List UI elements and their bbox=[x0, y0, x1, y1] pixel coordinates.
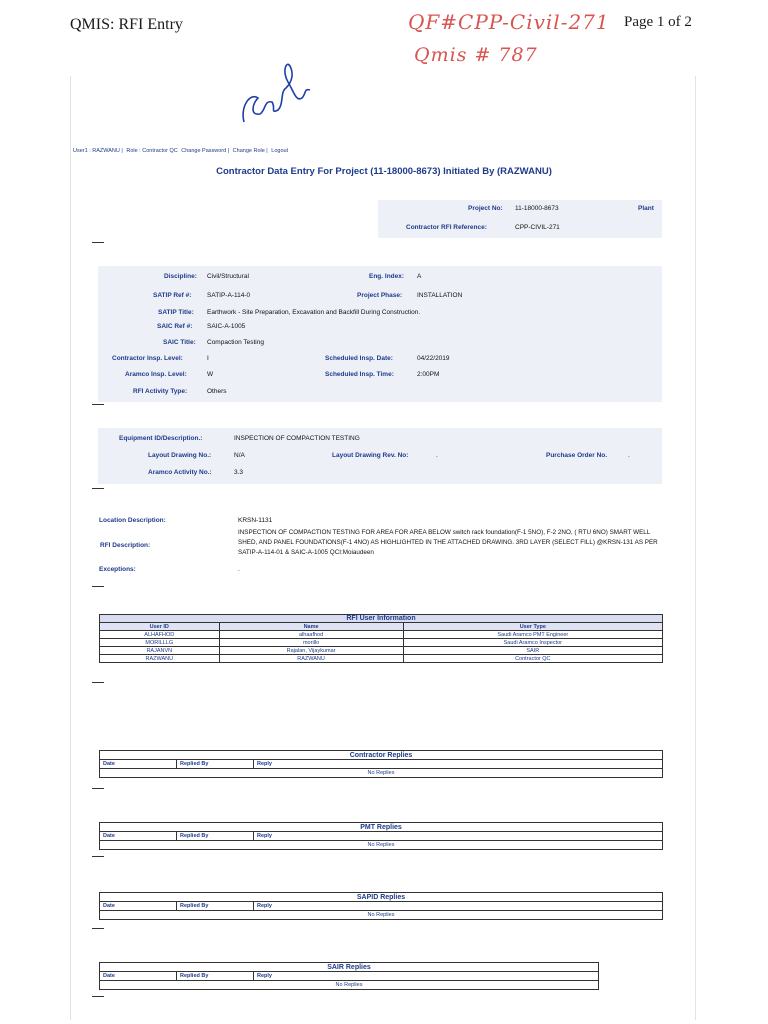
page-number: Page 1 of 2 bbox=[624, 14, 692, 30]
table-row bbox=[100, 655, 663, 663]
sched-date-value: 04/22/2019 bbox=[417, 355, 450, 362]
document-title: QMIS: RFI Entry bbox=[70, 16, 183, 33]
location-value: KRSN-1131 bbox=[238, 517, 273, 524]
aramco-level-value: W bbox=[207, 371, 214, 378]
eng-index-label: Eng. Index: bbox=[369, 273, 405, 280]
discipline-value: Civil/Structural bbox=[207, 273, 249, 280]
rfi-description-value: INSPECTION OF COMPACTION TESTING FOR AREA FOR AREA BELOW switch rack foundation(F-1 5NO), F-2 2NO, ( RTU 6NO) SMART WELL SHED, AND PANEL FOUNDATIONS(F-1 4NO) AS HIGHLIGHTED IN THE ATTACHED DRAWING. 3RD LAYER (SELECT FILL) @KRSN-131 AS PER SATIP-A-114-01 & SAIC-A-1005 QCI:Moiaudeen bbox=[238, 529, 658, 556]
aramco-level-label: Aramco Insp. Level: bbox=[125, 371, 187, 378]
col-replied-by: Replied By bbox=[177, 760, 254, 769]
col-replied-by: Replied By bbox=[177, 972, 254, 981]
col-date: Date bbox=[100, 902, 177, 911]
user-id-cell: ALHAFHOD bbox=[100, 631, 220, 639]
saic-ref-value: SAIC-A-1005 bbox=[207, 323, 246, 330]
col-user-id: User ID bbox=[100, 623, 220, 631]
po-label: Purchase Order No. bbox=[546, 452, 608, 459]
project-phase-value: INSTALLATION bbox=[417, 292, 463, 299]
layout-rev-value: . bbox=[436, 452, 438, 459]
col-reply: Reply bbox=[254, 972, 599, 981]
col-name: Name bbox=[219, 623, 403, 631]
logout-link[interactable]: Logout bbox=[271, 148, 289, 154]
activity-no-value: 3.3 bbox=[234, 469, 244, 476]
change-role-link[interactable]: Change Role | bbox=[232, 148, 268, 154]
po-value: . bbox=[628, 452, 630, 459]
rfi-description-label: RFI Description: bbox=[100, 542, 151, 549]
sair-replies-table bbox=[99, 962, 599, 990]
corner-mark bbox=[92, 676, 104, 683]
project-no-value: 11-18000-8673 bbox=[515, 205, 559, 212]
contractor-level-value: I bbox=[207, 355, 209, 362]
equipment-value: INSPECTION OF COMPACTION TESTING bbox=[234, 435, 360, 442]
table-row bbox=[100, 631, 663, 639]
col-replied-by: Replied By bbox=[177, 832, 254, 841]
user-id-cell: MORILLLG bbox=[100, 639, 220, 647]
discipline-label: Discipline: bbox=[164, 273, 197, 280]
role-label: Role : Contractor QC bbox=[126, 148, 178, 154]
eng-index-value: A bbox=[417, 273, 422, 280]
project-phase-label: Project Phase: bbox=[357, 292, 403, 299]
user-type-cell: SAIR bbox=[403, 647, 662, 655]
sched-time-label: Scheduled Insp. Time: bbox=[325, 371, 394, 378]
corner-mark bbox=[92, 482, 104, 489]
activity-type-value: Others bbox=[207, 388, 227, 395]
saic-ref-label: SAIC Ref #: bbox=[157, 323, 193, 330]
change-password-link[interactable]: Change Password | bbox=[181, 148, 230, 154]
col-reply: Reply bbox=[254, 832, 663, 841]
name-cell: RAZWANU bbox=[219, 655, 403, 663]
contractor-level-label: Contractor Insp. Level: bbox=[112, 355, 183, 362]
col-replied-by: Replied By bbox=[177, 902, 254, 911]
rfi-ref-value: CPP-CIVIL-271 bbox=[515, 224, 560, 231]
project-no-label: Project No: bbox=[468, 205, 503, 212]
col-reply: Reply bbox=[254, 760, 663, 769]
col-date: Date bbox=[100, 760, 177, 769]
user-id-cell: RAZWANU bbox=[100, 655, 220, 663]
user-info-caption: RFI User Information bbox=[100, 615, 663, 623]
saic-title-label: SAIC Title: bbox=[163, 339, 196, 346]
satip-title-label: SATIP Title: bbox=[158, 309, 194, 316]
exceptions-value: . bbox=[238, 566, 240, 573]
col-date: Date bbox=[100, 972, 177, 981]
pmt-replies-table bbox=[99, 822, 663, 850]
contractor-replies-table bbox=[99, 750, 663, 778]
no-replies-text: No Replies bbox=[100, 981, 599, 990]
name-cell: morillo bbox=[219, 639, 403, 647]
activity-type-label: RFI Activity Type: bbox=[133, 388, 188, 395]
corner-mark bbox=[92, 236, 104, 243]
col-user-type: User Type bbox=[403, 623, 662, 631]
sapid-replies-caption: SAPID Replies bbox=[100, 893, 663, 902]
rfi-ref-label: Contractor RFI Reference: bbox=[406, 224, 487, 231]
user-info-table bbox=[99, 614, 663, 663]
corner-mark bbox=[92, 782, 104, 789]
sched-time-value: 2:00PM bbox=[417, 371, 440, 378]
satip-ref-value: SATIP-A-114-0 bbox=[207, 292, 251, 299]
sched-date-label: Scheduled Insp. Date: bbox=[325, 355, 393, 362]
plant-label: Plant bbox=[638, 205, 654, 212]
satip-title-value: Earthwork - Site Preparation, Excavation and Backfill During Construction. bbox=[207, 309, 421, 316]
user-id-cell: RAJANVN bbox=[100, 647, 220, 655]
table-row bbox=[100, 647, 663, 655]
satip-ref-label: SATIP Ref #: bbox=[153, 292, 192, 299]
name-cell: Rajalan, Vijaykumar bbox=[219, 647, 403, 655]
user-label: User1 : RAZWANU | bbox=[73, 148, 123, 154]
pmt-replies-caption: PMT Replies bbox=[100, 823, 663, 832]
sapid-replies-table bbox=[99, 892, 663, 920]
handwritten-reference: QF#CPP-Civil-271 bbox=[408, 10, 610, 34]
user-type-cell: Saudi Aramco Inspector bbox=[403, 639, 662, 647]
no-replies-text: No Replies bbox=[100, 911, 663, 920]
corner-mark bbox=[92, 990, 104, 997]
user-type-cell: Contractor QC bbox=[403, 655, 662, 663]
activity-no-label: Aramco Activity No.: bbox=[148, 469, 212, 476]
layout-rev-label: Layout Drawing Rev. No: bbox=[332, 452, 409, 459]
user-type-cell: Saudi Aramco PMT Engineer bbox=[403, 631, 662, 639]
no-replies-text: No Replies bbox=[100, 841, 663, 850]
page-title: Contractor Data Entry For Project (11-18000-8673) Initiated By (RAZWANU) bbox=[216, 166, 552, 177]
location-label: Location Description: bbox=[99, 517, 166, 524]
col-date: Date bbox=[100, 832, 177, 841]
handwritten-qmis-number: Qmis # 787 bbox=[414, 44, 538, 66]
corner-mark bbox=[92, 850, 104, 857]
details-panel bbox=[98, 266, 662, 402]
saic-title-value: Compaction Testing bbox=[207, 339, 264, 346]
no-replies-text: No Replies bbox=[100, 769, 663, 778]
sair-replies-caption: SAIR Replies bbox=[100, 963, 599, 972]
equipment-label: Equipment ID/Description.: bbox=[119, 435, 203, 442]
user-nav bbox=[73, 148, 290, 154]
corner-mark bbox=[92, 922, 104, 929]
layout-no-label: Layout Drawing No.: bbox=[148, 452, 212, 459]
exceptions-label: Exceptions: bbox=[99, 566, 136, 573]
corner-mark bbox=[92, 580, 104, 587]
name-cell: alhaafhod bbox=[219, 631, 403, 639]
contractor-replies-caption: Contractor Replies bbox=[100, 751, 663, 760]
corner-mark bbox=[92, 398, 104, 405]
layout-no-value: N/A bbox=[234, 452, 245, 459]
table-row bbox=[100, 639, 663, 647]
col-reply: Reply bbox=[254, 902, 663, 911]
